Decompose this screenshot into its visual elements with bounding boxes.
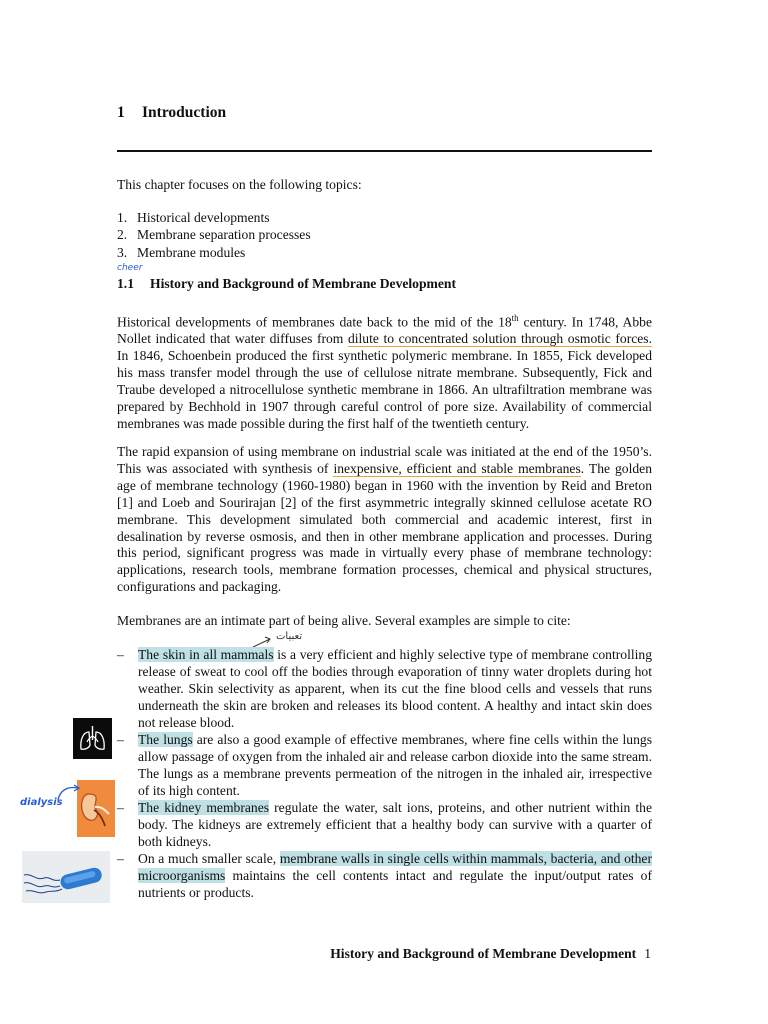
lungs-icon	[73, 718, 112, 759]
kidney-icon	[77, 780, 115, 837]
underlined-phrase: inexpensive, efficient and stable membranes	[333, 460, 581, 476]
page-footer	[330, 946, 651, 962]
highlighted-phrase: The skin in all mammals	[138, 647, 274, 662]
bullet-skin: – The skin in all mammals is a very efficient and highly selective type of membrane controlling release of sweat to cool off the bodies through evaporation of tinny water droplets during hot weather. Skin selectivity as apparent, when its cut the fine blood cells and vessels that runs underneath the skin are broken and releases its blood content. A healthy and intact skin does not release blood.	[117, 647, 653, 730]
chapter-heading	[117, 104, 226, 122]
section-heading	[117, 276, 456, 292]
paragraph-expansion: The rapid expansion of using membrane on industrial scale was initiated at the end of the 1950’s. This was associated with synthesis of inexpensive, efficient and stable membranes. The golden age of membrane technology (1960-1980) began in 1960 with the invention by Reid and Breton [1] and Loeb and Sourirajan [2] of the first asymmetric integrally skinned cellulose acetate RO membrane. This development simulated both commercial and academic interest, first in desalination by reverse osmosis, and then in other membrane application and processes. During this period, significant progress was made in virtually every phase of membrane technology: applications, research tools, membrane formation processes, chemical and physical structures, configurations and packaging.	[117, 444, 653, 595]
chapter-title: Introduction	[142, 104, 227, 121]
section-title: History and Background of Membrane Development	[150, 276, 456, 291]
arrow-annotation-icon	[56, 784, 82, 802]
paragraph-examples: Membranes are an intimate part of being alive. Several examples are simple to cite:	[117, 613, 571, 628]
topic-item: 3. Membrane modules	[117, 244, 246, 260]
intro-line: This chapter focuses on the following topics:	[117, 177, 362, 192]
paragraph-history: Historical developments of membranes date back to the mid of the 18th century. In 1748, Abbe Nollet indicated that water diffuses from dilute to concentrated solution through osmotic forces. In 1846, Schoenbein produced the first synthetic polymeric membrane. In 1855, Fick developed his mass transfer model through the use of cellulose nitrate membrane. Subsequently, Fick and Traube developed a nitrocellulose synthetic membrane in 1866. An ultrafiltration membrane was prepared by Bechhold in 1907 through careful control of pore size. Availability of commercial membranes was made possible during the first half of the twentieth century.	[117, 313, 652, 431]
bullet-kidney: – The kidney membranes regulate the water, salt ions, proteins, and other nutrient within the body. The kidneys are extremely efficient that a healthy body can survive with a quarter of both kidneys.	[117, 800, 652, 849]
highlighted-phrase: The lungs	[138, 732, 193, 747]
topic-item: 2. Membrane separation processes	[117, 227, 311, 243]
bullet-cells: – On a much smaller scale, membrane walls in single cells within mammals, bacteria, and other microorganisms maintains the cell contents intact and regulate the input/output rates of nutrients or products.	[117, 851, 652, 900]
bacteria-image	[22, 851, 110, 903]
topic-list	[117, 209, 311, 261]
chapter-number: 1	[117, 104, 125, 121]
handwritten-note-arabic: تعبيات	[276, 631, 303, 642]
underlined-phrase: dilute to concentrated solution through osmotic forces.	[347, 331, 652, 347]
topic-item: 1. Historical developments	[117, 210, 270, 225]
highlighted-phrase: membrane walls in single cells within mammals, bacteria, and other microorganisms	[138, 851, 652, 883]
running-footer-title: History and Background of Membrane Development	[330, 946, 637, 961]
heading-rule	[117, 150, 652, 152]
page-number: 1	[644, 946, 651, 961]
section-number: 1.1	[117, 276, 134, 291]
highlighted-phrase: The kidney membranes	[138, 800, 270, 815]
handwritten-note-cheer: cheer	[117, 263, 143, 273]
bullet-lungs: – The lungs are also a good example of effective membranes, where fine cells within the lungs allow passage of oxygen from the inhaled air and release carbon dioxide into the same stream. The lungs as a membrane prevents permeation of the nitrogen in the inhaled air, irrespective of its high content.	[117, 732, 652, 798]
handwritten-note-dialysis: dialysis	[20, 797, 63, 808]
